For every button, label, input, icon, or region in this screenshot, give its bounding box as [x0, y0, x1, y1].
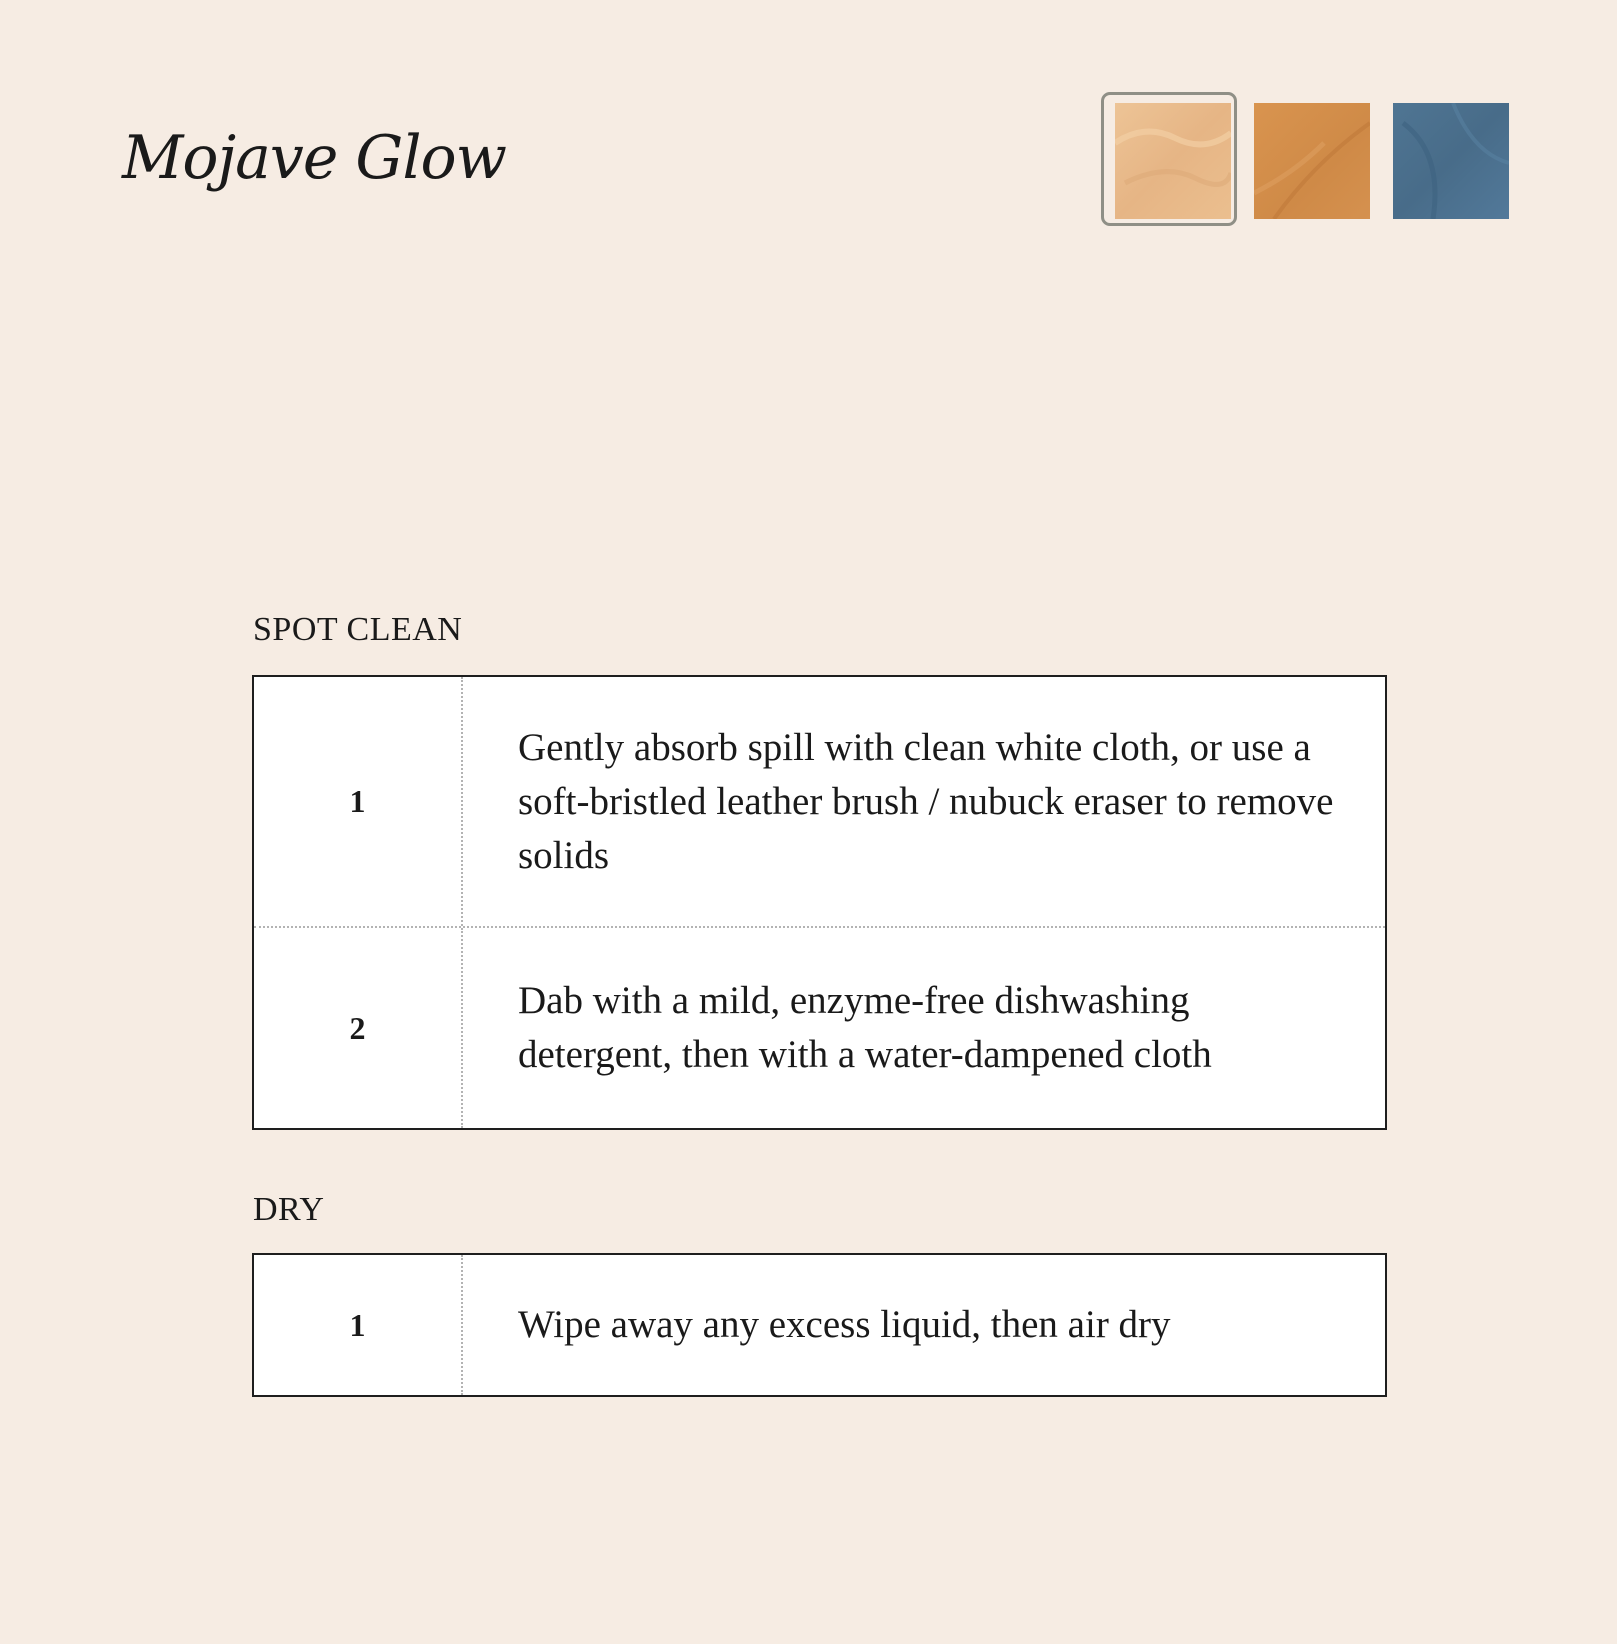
step-number: 1	[254, 1255, 463, 1395]
dry-table	[252, 1253, 1387, 1397]
swatch-light-tan[interactable]	[1115, 103, 1231, 219]
swatch-cognac-texture	[1254, 103, 1370, 219]
color-swatches	[0, 0, 1617, 240]
table-row	[254, 677, 1385, 926]
swatch-light-tan-texture	[1115, 103, 1231, 219]
swatch-cognac[interactable]	[1254, 103, 1370, 219]
step-number: 2	[254, 928, 463, 1128]
table-row	[254, 926, 1385, 1128]
table-row	[254, 1255, 1385, 1395]
spot-clean-table	[252, 675, 1387, 1130]
swatch-denim-blue[interactable]	[1393, 103, 1509, 219]
step-text: Dab with a mild, enzyme-free dishwashing detergent, then with a water-dampened cloth	[518, 979, 1212, 1076]
step-text: Gently absorb spill with clean white cloth, or use a soft-bristled leather brush / nubuck eraser to remove solids	[518, 725, 1334, 877]
step-number: 1	[254, 677, 463, 926]
swatch-denim-blue-texture	[1393, 103, 1509, 219]
section-heading-dry: DRY	[253, 1191, 325, 1228]
step-text: Wipe away any excess liquid, then air dry	[518, 1303, 1171, 1346]
product-title: Mojave Glow	[122, 123, 507, 193]
section-heading-spot-clean: SPOT CLEAN	[253, 611, 463, 648]
